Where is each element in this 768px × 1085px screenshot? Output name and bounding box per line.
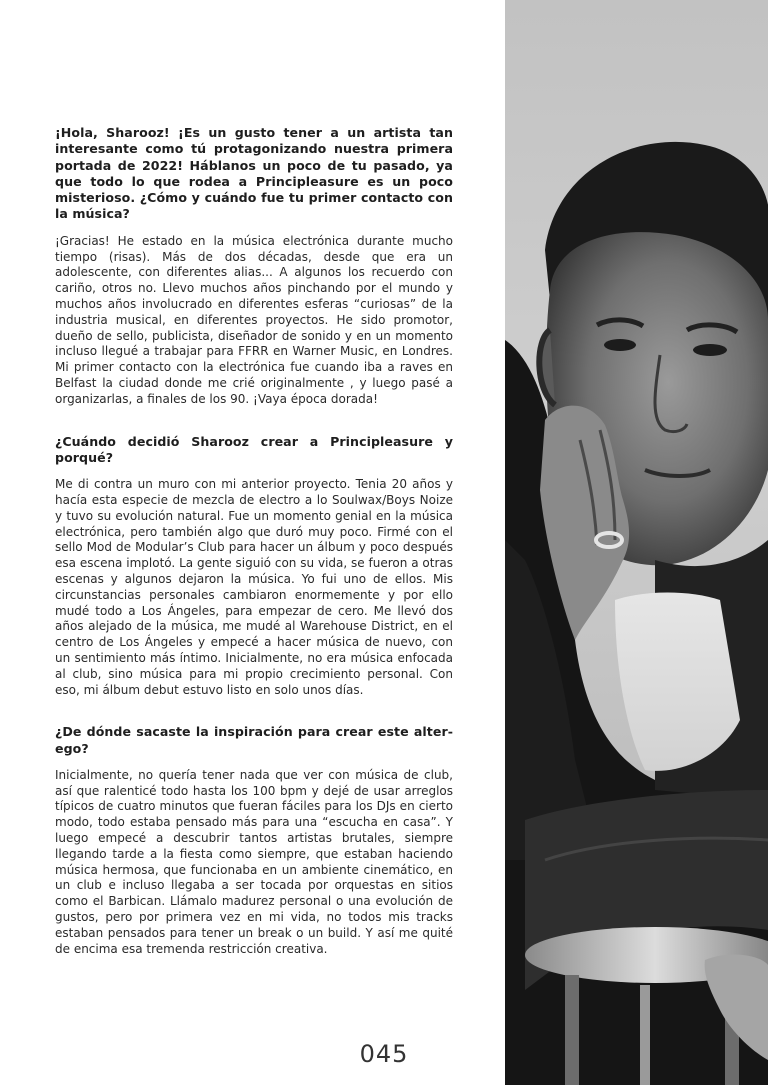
- question-2: ¿Cuándo decidió Sharooz crear a Principleasure y porqué?: [55, 433, 453, 465]
- portrait-photo-icon: [505, 0, 768, 1085]
- page-number: 045: [359, 1040, 409, 1068]
- answer-3: Inicialmente, no quería tener nada que ver con música de club, así que ralenticé todo hasta los 100 bpm y dejé de usar arreglos típicos de cuatro minutos que fueran fáciles para los DJs en cierto modo, todo estaba pensado más para una “escucha en casa”. Y luego empecé a descubrir tantos artistas brutales, siempre llegando tarde a la fiesta como siempre, que estaban haciendo música hermosa, que funcionaba en un ambiente cinemático, en un club e incluso llegaba a ser tocada por orquestas en sitios como el Barbican. Llámalo madurez personal o una evolución de gustos, pero por primera vez en mi vida, no todos mis tracks estaban pensados para tener un break o un build. Y así me quité de encima esa tremenda restricción creativa.: [55, 767, 453, 956]
- question-3: ¿De dónde sacaste la inspiración para crear este alter-ego?: [55, 724, 453, 756]
- answer-1: ¡Gracias! He estado en la música electrónica durante mucho tiempo (risas). Más de dos décadas, desde que era un adolescente, con diferentes alias... A algunos los recuerdo con cariño, otros no. Llevo muchos años pinchando por el mundo y muchos años involucrado en diferentes esferas “curiosas” de la industria musical, en diferentes proyectos. He sido promotor, dueño de sello, publicista, diseñador de sonido y en un momento incluso llegué a trabajar para FFRR en Warner Music, en Londres. Mi primer contacto con la electrónica fue cuando iba a raves en Belfast la ciudad donde me crié originalmente , y luego pasé a organizarlas, a finales de los 90. ¡Vaya época dorada!: [55, 233, 453, 406]
- question-1: ¡Hola, Sharooz! ¡Es un gusto tener a un artista tan interesante como tú protagonizando nuestra primera portada de 2022! Háblanos un poco de tu pasado, ya que todo lo que rodea a Principleasure es un poco misterioso. ¿Cómo y cuándo fue tu primer contacto con la música?: [55, 125, 453, 222]
- portrait-photo: [505, 0, 768, 1085]
- answer-2: Me di contra un muro con mi anterior proyecto. Tenia 20 años y hacía esta especie de mezcla de electro a lo Soulwax/Boys Noize y tuvo su evolución natural. Fue un momento genial en la música electrónica, pero también algo que duró muy poco. Firmé con el sello Mod de Modular’s Club para hacer un álbum y poco después esa escena implotó. La gente siguió con su vida, se fueron a otras escenas y algunos dejaron la música. Yo fui uno de ellos. Mis circunstancias personales cambiaron enormemente y por ello mudé todo a Los Ángeles, para empezar de cero. Me llevó dos años alejado de la música, me mudé al Warehouse District, en el centro de Los Ángeles y empecé a hacer música de nuevo, con un sentimiento más íntimo. Inicialmente, no era música enfocada al club, sino música para mi propio crecimiento personal. Con eso, mi álbum debut estuvo listo en solo unos días.: [55, 477, 453, 697]
- interview-column: [55, 125, 453, 957]
